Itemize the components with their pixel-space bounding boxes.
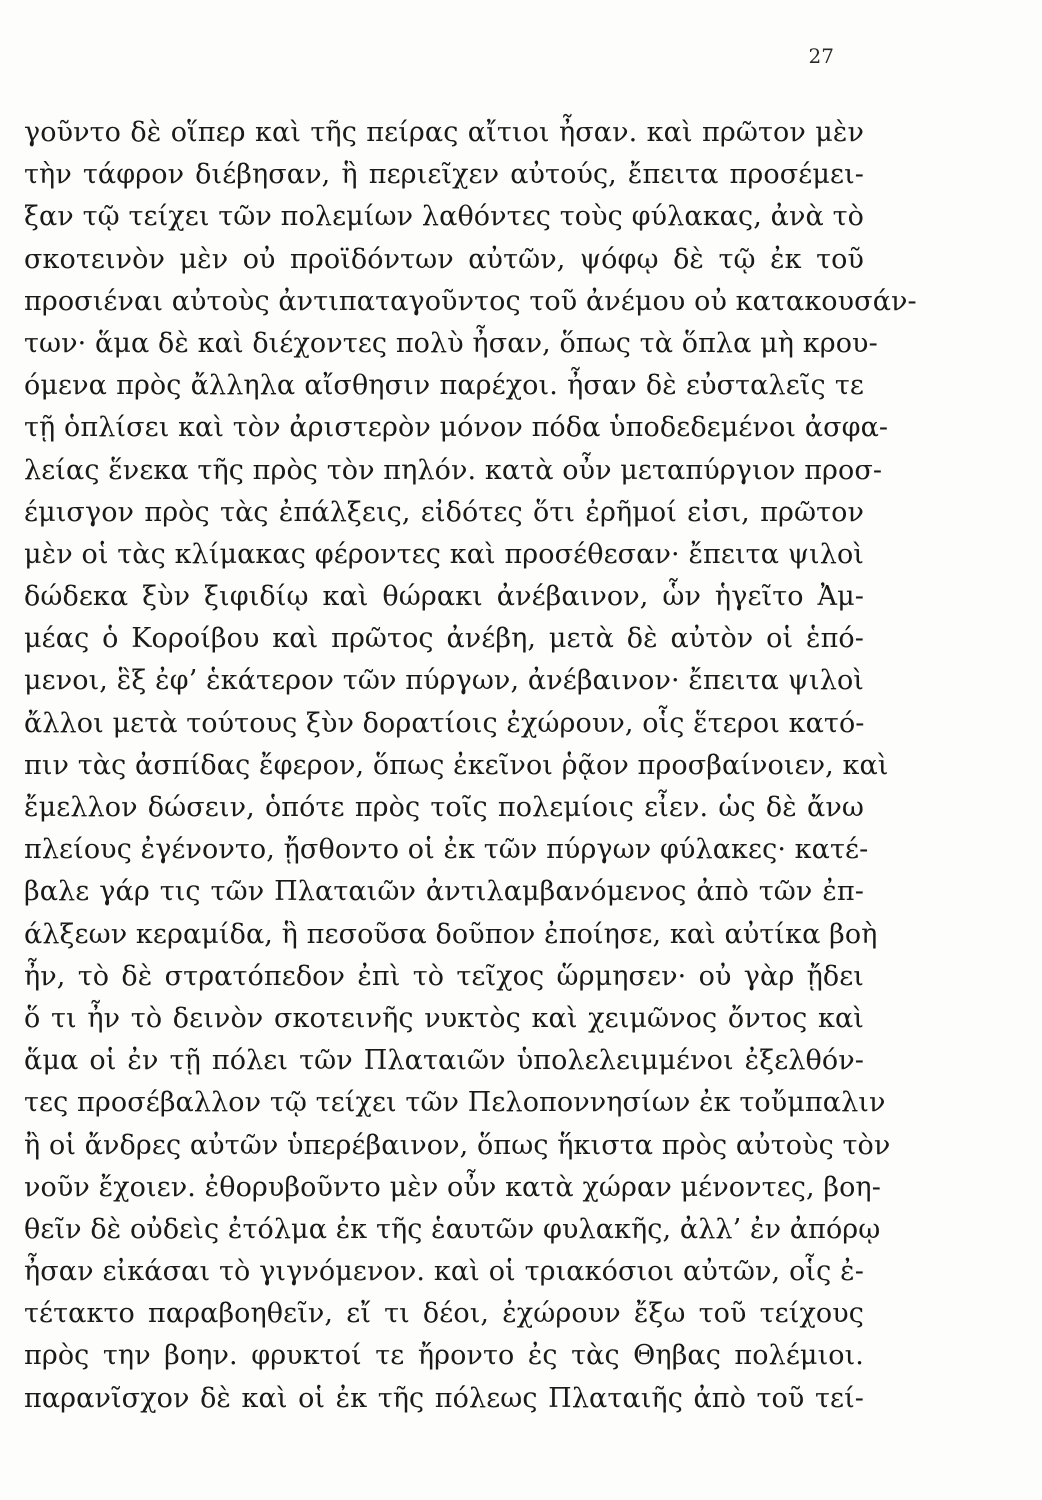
greek-text-body: [24, 112, 917, 1420]
text-line: τὴν τάφρον διέβησαν, ἣ περιεῖχεν αὐτούς, ἔπειτα προσέμει-: [24, 159, 864, 191]
text-line: μὲν οἱ τὰς κλίμακας φέροντες καὶ προσέθεσαν· ἔπειτα ψιλοὶ: [24, 538, 864, 570]
text-line: λείας ἕνεκα τῆς πρὸς τὸν πηλόν. κατὰ οὖν μεταπύργιον προσ-: [24, 454, 883, 486]
text-line: μενοι, ἓξ ἐφ’ ἑκάτερον τῶν πύργων, ἀνέβαινον· ἔπειτα ψιλοὶ: [24, 665, 864, 697]
text-line: ὅ τι ἦν τὸ δεινὸν σκοτεινῆς νυκτὸς καὶ χειμῶνος ὄντος καὶ: [24, 1002, 864, 1034]
text-line: ἢ οἱ ἄνδρες αὐτῶν ὑπερέβαινον, ὅπως ἥκιστα πρὸς αὐτοὺς τὸν: [24, 1129, 891, 1161]
text-line: πλείους ἐγένοντο, ᾔσθοντο οἱ ἐκ τῶν πύργων φύλακες· κατέ-: [24, 834, 869, 866]
text-line: τέτακτο παραβοηθεῖν, εἴ τι δέοι, ἐχώρουν ἔξω τοῦ τείχους: [24, 1298, 864, 1330]
text-line: προσιέναι αὐτοὺς ἀντιπαταγοῦντος τοῦ ἀνέμου οὐ κατακουσάν-: [24, 285, 917, 317]
text-line: ἦν, τὸ δὲ στρατόπεδον ἐπὶ τὸ τεῖχος ὥρμησεν· οὐ γὰρ ᾔδει: [24, 960, 864, 992]
text-line: γοῦντο δὲ οἵπερ καὶ τῆς πείρας αἴτιοι ἦσαν. καὶ πρῶτον μὲν: [24, 117, 864, 148]
page-number: 27: [808, 44, 834, 68]
text-line: τες προσέβαλλον τῷ τείχει τῶν Πελοποννησίων ἐκ τοὔμπαλιν: [24, 1087, 886, 1119]
text-line: παρανῖσχον δὲ καὶ οἱ ἐκ τῆς πόλεως Πλαταιῆς ἀπὸ τοῦ τεί-: [24, 1382, 864, 1414]
text-line: όμενα πρὸς ἄλληλα αἴσθησιν παρέχοι. ἦσαν δὲ εὐσταλεῖς τε: [24, 370, 864, 402]
text-line: νοῦν ἔχοιεν. ἐθορυβοῦντο μὲν οὖν κατὰ χώραν μένοντες, βοη-: [24, 1171, 881, 1203]
text-line: πιν τὰς ἀσπίδας ἔφερον, ὅπως ἐκεῖνοι ῥᾷον προσβαίνοιεν, καὶ: [24, 749, 889, 781]
text-line: ξαν τῷ τείχει τῶν πολεμίων λαθόντες τοὺς φύλακας, ἀνὰ τὸ: [24, 201, 864, 233]
text-line: μέας ὁ Κοροίβου καὶ πρῶτος ἀνέβη, μετὰ δὲ αὐτὸν οἱ ἑπό-: [24, 623, 864, 655]
text-line: έμισγον πρὸς τὰς ἐπάλξεις, εἰδότες ὅτι ἐρῆμοί εἰσι, πρῶτον: [24, 496, 864, 528]
text-line: τῇ ὁπλίσει καὶ τὸν ἀριστερὸν μόνον πόδα ὑποδεδεμένοι ἀσφα-: [24, 412, 889, 444]
text-line: των· ἅμα δὲ καὶ διέχοντες πολὺ ἦσαν, ὅπως τὰ ὅπλα μὴ κρου-: [24, 327, 878, 359]
text-line: δώδεκα ξὺν ξιφιδίῳ καὶ θώρακι ἀνέβαινον, ὧν ἡγεῖτο Ἀμ-: [24, 581, 864, 613]
text-line: βαλε γάρ τις τῶν Πλαταιῶν ἀντιλαμβανόμενος ἀπὸ τῶν ἐπ-: [24, 876, 864, 908]
text-line: ἔμελλον δώσειν, ὁπότε πρὸς τοῖς πολεμίοις εἶεν. ὡς δὲ ἄνω: [24, 792, 864, 823]
text-line: ἄλλοι μετὰ τούτους ξὺν δορατίοις ἐχώρουν, οἷς ἕτεροι κατό-: [24, 707, 865, 739]
text-line: ἅμα οἱ ἐν τῇ πόλει τῶν Πλαταιῶν ὑπολελειμμένοι ἐξελθόν-: [24, 1045, 864, 1077]
text-line: σκοτεινὸν μὲν οὐ προϊδόντων αὐτῶν, ψόφῳ δὲ τῷ ἐκ τοῦ: [24, 243, 864, 275]
text-line: ἦσαν εἰκάσαι τὸ γιγνόμενον. καὶ οἱ τριακόσιοι αὐτῶν, οἷς ἐ-: [24, 1256, 864, 1288]
text-line: άλξεων κεραμίδα, ἣ πεσοῦσα δοῦπον ἐποίησε, καὶ αὐτίκα βοὴ: [24, 918, 878, 950]
text-line: θεῖν δὲ οὐδεὶς ἐτόλμα ἐκ τῆς ἑαυτῶν φυλακῆς, ἀλλ’ ἐν ἀπόρῳ: [24, 1213, 881, 1245]
text-line: πρὸς την βοην. φρυκτοί τε ἤροντο ἐς τὰς Θηβας πολέμιοι.: [24, 1340, 864, 1372]
